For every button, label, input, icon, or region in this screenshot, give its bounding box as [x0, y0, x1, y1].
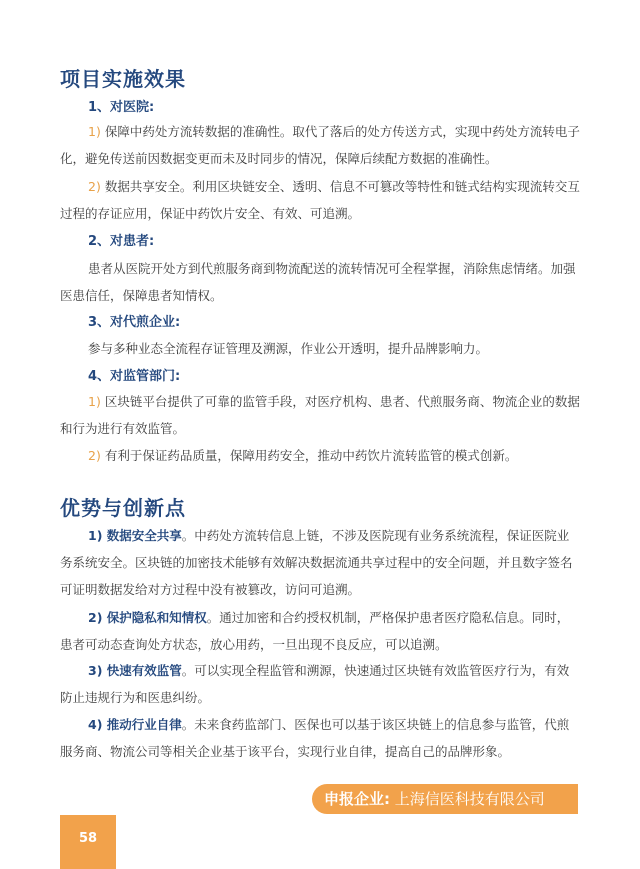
paragraph-regulator-1 [60, 388, 580, 442]
advantage-text: 通过加密和合约授权机制，严格保护患者医疗隐私信息。同时，患者可动态查询处方状态，放心用药，一旦出现不良反应，可以追溯。 [60, 610, 570, 652]
paragraph-hospital-1 [60, 118, 580, 172]
paragraph-advantage-1 [60, 522, 580, 603]
item-text: 有利于保证药品质量，保障用药安全，推动中药饮片流转监管的模式创新。 [100, 448, 518, 463]
subhead-decoction: 3、对代煎企业: [88, 315, 181, 330]
subhead-hospital: 1、对医院: [88, 100, 155, 115]
subhead-patient: 2、对患者: [88, 234, 155, 249]
company-banner [312, 784, 578, 814]
company-label: 申报企业: [324, 790, 390, 808]
item-text: 数据共享安全。利用区块链安全、透明、信息不可篡改等特性和链式结构实现流转交互过程的存证应用，保证中药饮片安全、有效、可追溯。 [60, 179, 580, 221]
advantage-lead: 1) 数据安全共享 [88, 528, 182, 543]
item-number: 2) [88, 179, 101, 194]
advantage-dot: 。 [181, 528, 195, 543]
page-number: 58 [60, 815, 116, 869]
item-number: 2) [88, 448, 101, 463]
paragraph-patient: 患者从医院开处方到代煎服务商到物流配送的流转情况可全程掌握，消除焦虑情绪。加强医患信任，保障患者知情权。 [60, 261, 576, 303]
item-text: 保障中药处方流转数据的准确性。取代了落后的处方传送方式，实现中药处方流转电子化，避免传送前因数据变更而未及时同步的情况，保障后续配方数据的准确性。 [60, 124, 580, 166]
company-name: 上海信医科技有限公司 [394, 790, 545, 808]
paragraph-advantage-3 [60, 657, 580, 711]
advantage-text: 中药处方流转信息上链，不涉及医院现有业务系统流程，保证医院业务系统安全。区块链的加密技术能够有效解决数据流通共享过程中的安全问题，并且数字签名可证明数据发给对方过程中没有被篡改，访问可追溯。 [60, 528, 573, 597]
advantage-dot: 。 [206, 610, 220, 625]
paragraph-hospital-2 [60, 173, 580, 227]
advantage-lead: 2) 保护隐私和知情权 [88, 610, 207, 625]
paragraph-advantage-4 [60, 711, 580, 765]
paragraph-advantage-2 [60, 604, 580, 658]
advantage-text: 可以实现全程监管和溯源，快速通过区块链有效监管医疗行为，有效防止违规行为和医患纠纷。 [60, 663, 570, 705]
section-title-advantages: 优势与创新点 [60, 496, 186, 520]
item-number: 1) [88, 394, 101, 409]
paragraph-decoction: 参与多种业态全流程存证管理及溯源，作业公开透明，提升品牌影响力。 [88, 341, 489, 356]
advantage-lead: 4) 推动行业自律 [88, 717, 182, 732]
advantage-dot: 。 [181, 663, 195, 678]
item-text: 区块链平台提供了可靠的监管手段，对医疗机构、患者、代煎服务商、物流企业的数据和行为进行有效监管。 [60, 394, 580, 436]
section-title-effects: 项目实施效果 [60, 67, 186, 91]
advantage-lead: 3) 快速有效监管 [88, 663, 182, 678]
advantage-dot: 。 [181, 717, 195, 732]
advantage-text: 未来食药监部门、医保也可以基于该区块链上的信息参与监管，代煎服务商、物流公司等相关企业基于该平台，实现行业自律，提高自己的品牌形象。 [60, 717, 570, 759]
subhead-regulator: 4、对监管部门: [88, 369, 181, 384]
paragraph-regulator-2 [60, 442, 580, 469]
item-number: 1) [88, 124, 101, 139]
